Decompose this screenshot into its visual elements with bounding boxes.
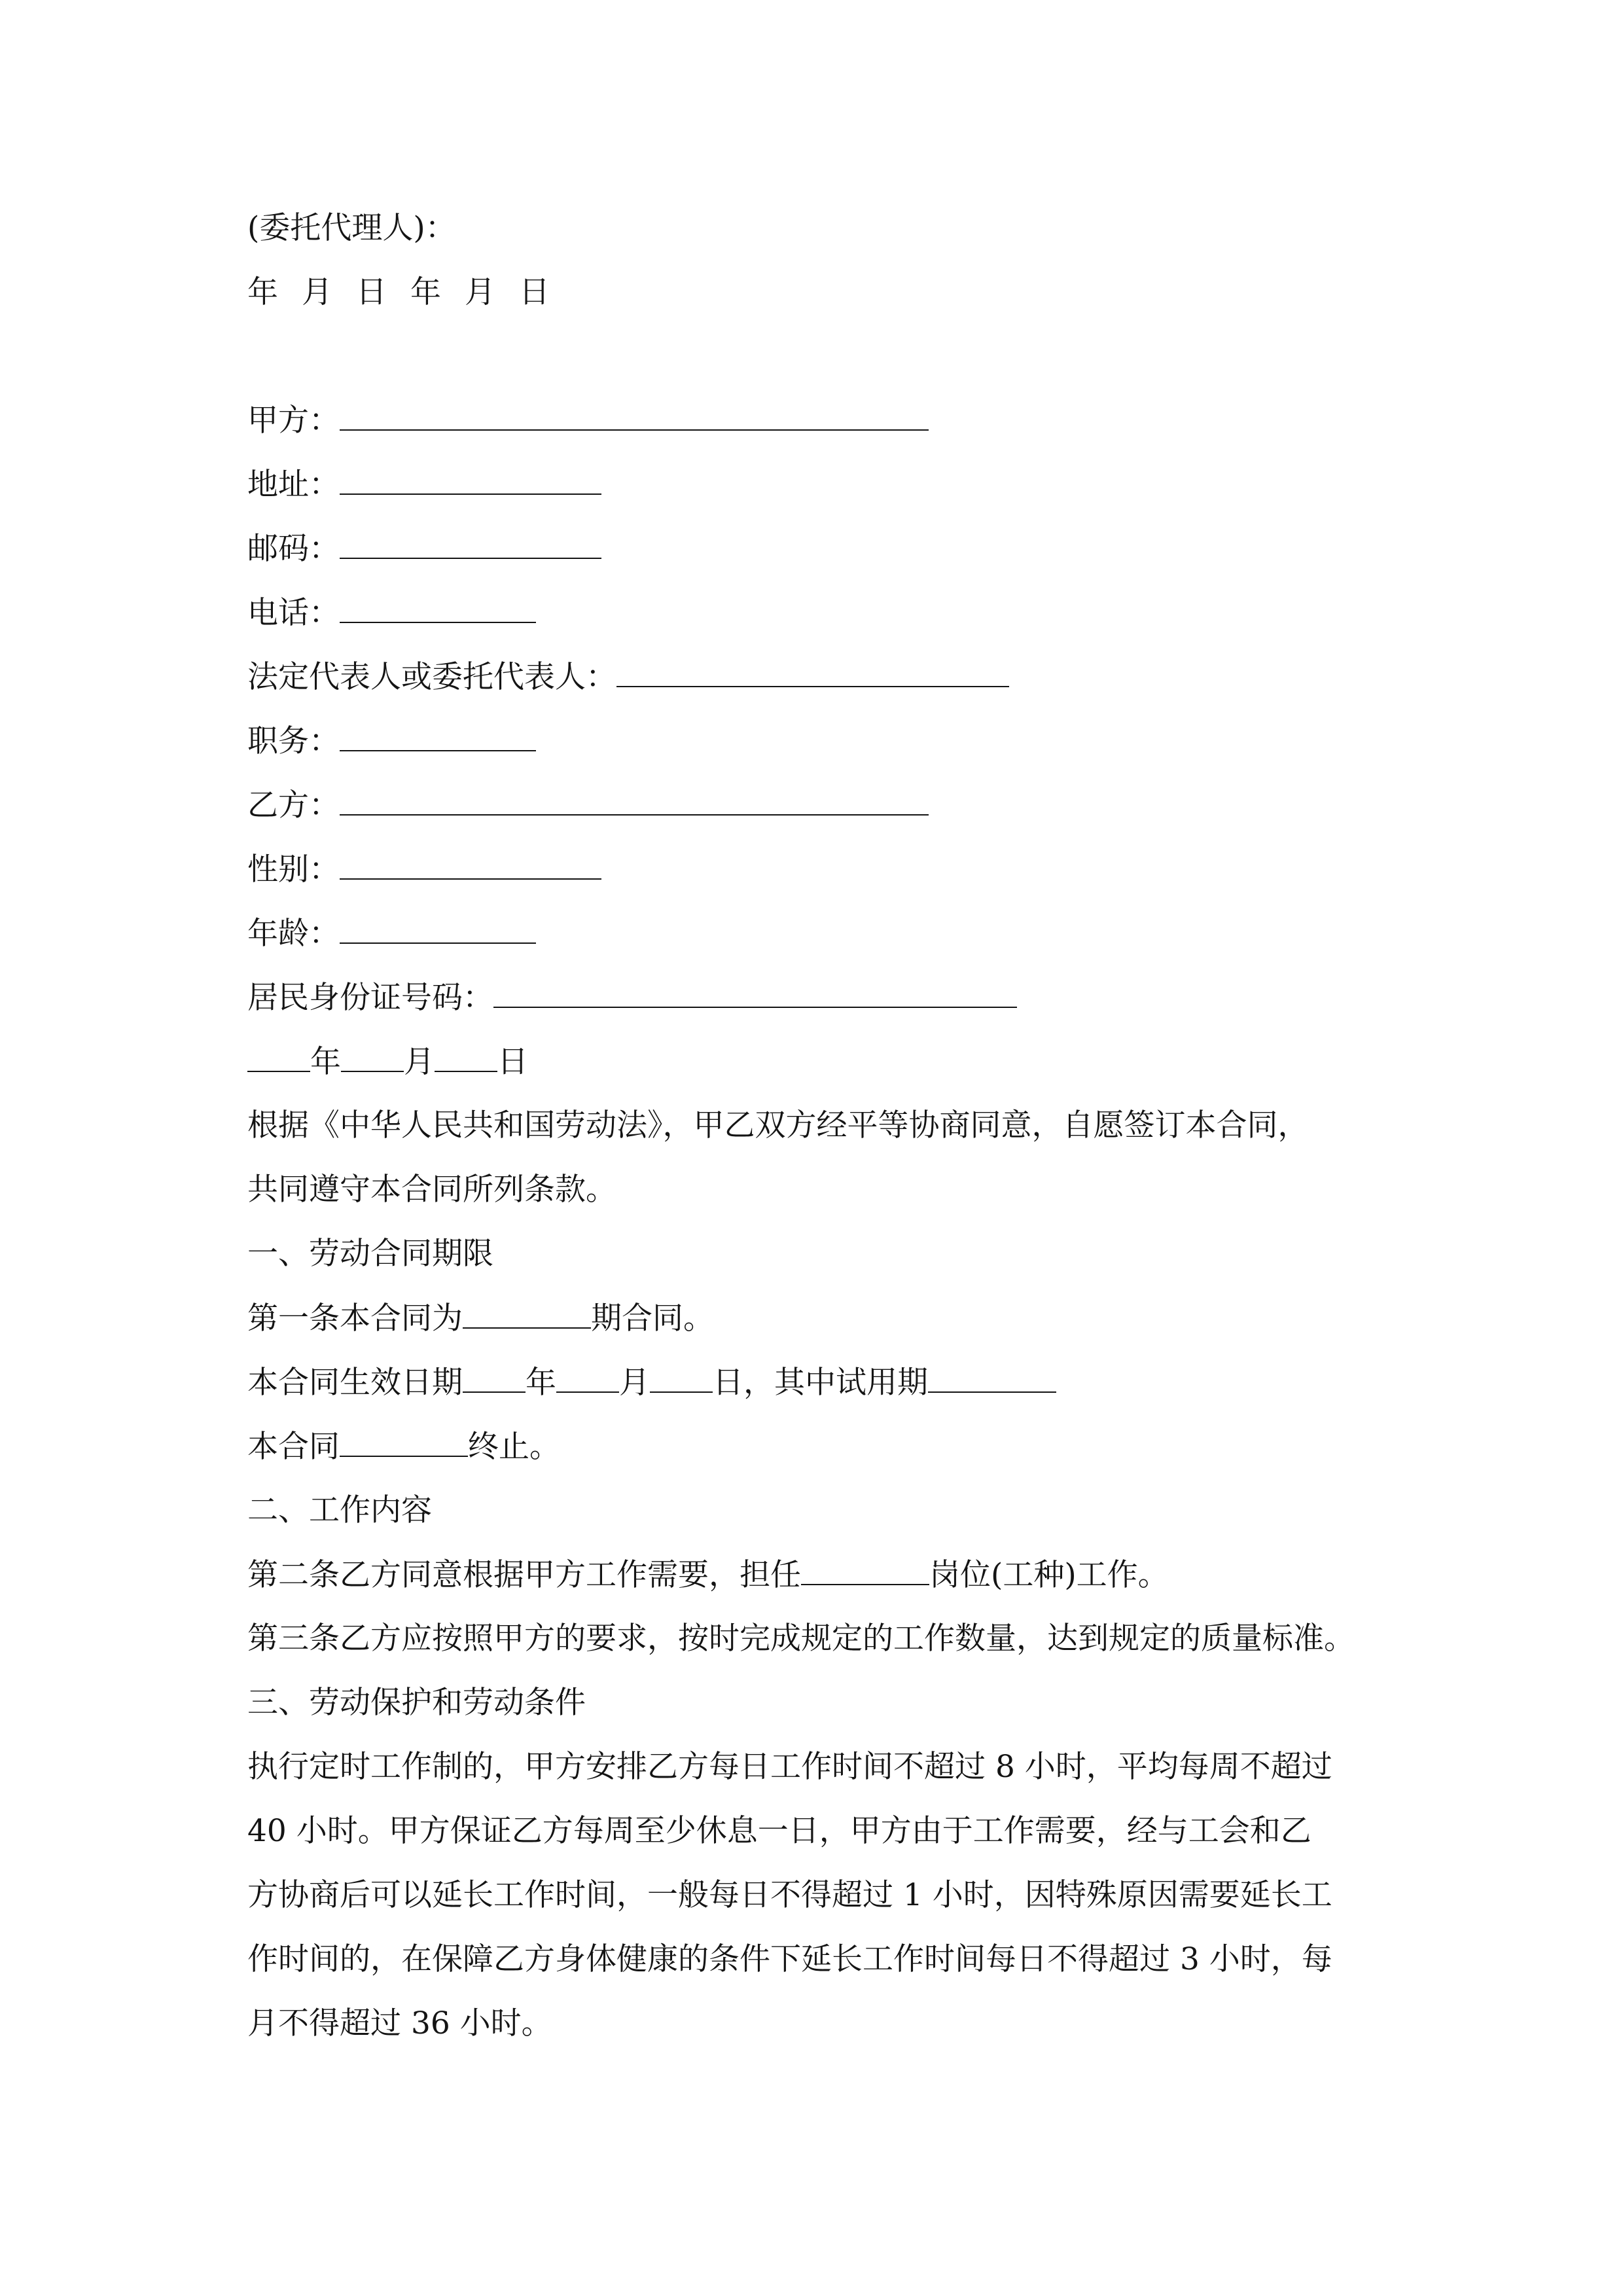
termination-text-post: 终止。 xyxy=(468,1429,560,1465)
party-a-field[interactable] xyxy=(340,401,929,431)
effective-year-label: 年 xyxy=(526,1365,556,1401)
effective-year-field[interactable] xyxy=(463,1363,526,1393)
party-a-label: 甲方： xyxy=(247,403,340,439)
date-month-1: 月 xyxy=(302,274,332,310)
date-month-2: 月 xyxy=(465,274,495,310)
party-b-field[interactable] xyxy=(340,785,929,816)
gender-row xyxy=(247,850,601,889)
section-1-heading: 一、劳动合同期限 xyxy=(247,1236,493,1272)
address-row xyxy=(247,465,601,505)
party-a-row xyxy=(247,401,929,440)
representative-row xyxy=(247,657,1009,697)
effective-date-label: 本合同生效日期 xyxy=(247,1365,463,1401)
signature-date-line xyxy=(247,273,573,312)
preamble-line-1: 根据《中华人民共和国劳动法》，甲乙双方经平等协商同意，自愿签订本合同， xyxy=(247,1107,1309,1143)
address-label: 地址： xyxy=(247,467,340,503)
phone-field[interactable] xyxy=(340,593,536,623)
sign-month-label: 月 xyxy=(404,1044,435,1080)
party-b-row xyxy=(247,785,929,825)
id-number-label: 居民身份证号码： xyxy=(247,980,493,1016)
termination-text-pre: 本合同 xyxy=(247,1429,340,1465)
phone-label: 电话： xyxy=(247,595,340,631)
effective-month-field[interactable] xyxy=(556,1363,619,1393)
termination-row xyxy=(247,1427,560,1467)
phone-row xyxy=(247,593,536,633)
postcode-row xyxy=(247,529,601,569)
party-b-label: 乙方： xyxy=(247,787,340,823)
probation-label: 日，其中试用期 xyxy=(713,1365,928,1401)
section-3-line-3: 方协商后可以延长工作时间，一般每日不得超过 1 小时，因特殊原因需要延长工 xyxy=(247,1877,1332,1913)
sign-month-field[interactable] xyxy=(341,1042,404,1072)
age-field[interactable] xyxy=(340,914,536,944)
position-label: 职务： xyxy=(247,723,340,759)
gender-label: 性别： xyxy=(247,852,340,888)
date-year-2: 年 xyxy=(410,274,441,310)
date-year-1: 年 xyxy=(247,274,278,310)
sign-day-field[interactable] xyxy=(435,1042,497,1072)
contract-term-field[interactable] xyxy=(463,1299,591,1329)
article-2-text-post: 岗位(工种)工作。 xyxy=(929,1557,1169,1593)
address-field[interactable] xyxy=(340,465,601,495)
job-position-field[interactable] xyxy=(801,1555,929,1585)
age-row xyxy=(247,914,536,954)
age-label: 年龄： xyxy=(247,916,340,952)
representative-label: 法定代表人或委托代表人： xyxy=(247,659,616,695)
effective-month-label: 月 xyxy=(619,1365,650,1401)
article-2-text-pre: 第二条乙方同意根据甲方工作需要，担任 xyxy=(247,1557,801,1593)
article-1-text-post: 期合同。 xyxy=(591,1300,714,1336)
agent-label: (委托代理人)： xyxy=(247,210,456,246)
position-field[interactable] xyxy=(340,721,536,751)
section-3-line-5: 月不得超过 36 小时。 xyxy=(247,2005,552,2041)
id-number-row xyxy=(247,978,1017,1018)
section-2-heading: 二、工作内容 xyxy=(247,1492,432,1528)
article-3: 第三条乙方应按照甲方的要求，按时完成规定的工作数量，达到规定的质量标准。 xyxy=(247,1621,1355,1657)
representative-field[interactable] xyxy=(616,657,1009,687)
section-3-line-2: 40 小时。甲方保证乙方每周至少休息一日，甲方由于工作需要，经与工会和乙 xyxy=(247,1813,1311,1849)
probation-field[interactable] xyxy=(928,1363,1056,1393)
effective-day-field[interactable] xyxy=(650,1363,713,1393)
date-day-1: 日 xyxy=(356,274,387,310)
section-3-heading: 三、劳动保护和劳动条件 xyxy=(247,1685,586,1721)
sign-day-label: 日 xyxy=(497,1044,528,1080)
date-day-2: 日 xyxy=(519,274,550,310)
section-3-line-4: 作时间的，在保障乙方身体健康的条件下延长工作时间每日不得超过 3 小时，每 xyxy=(247,1941,1332,1977)
sign-year-field[interactable] xyxy=(247,1042,310,1072)
sign-year-label: 年 xyxy=(310,1044,341,1080)
article-1 xyxy=(247,1299,714,1338)
article-2 xyxy=(247,1555,1169,1595)
section-3-line-1: 执行定时工作制的，甲方安排乙方每日工作时间不超过 8 小时，平均每周不超过 xyxy=(247,1749,1332,1785)
gender-field[interactable] xyxy=(340,850,601,880)
termination-field[interactable] xyxy=(340,1427,468,1457)
position-row xyxy=(247,721,536,761)
postcode-label: 邮码： xyxy=(247,531,340,567)
sign-date-row xyxy=(247,1042,528,1082)
postcode-field[interactable] xyxy=(340,529,601,559)
effective-date-row xyxy=(247,1363,1056,1403)
id-number-field[interactable] xyxy=(493,978,1017,1008)
article-1-text-pre: 第一条本合同为 xyxy=(247,1300,463,1336)
preamble-line-2: 共同遵守本合同所列条款。 xyxy=(247,1172,616,1208)
